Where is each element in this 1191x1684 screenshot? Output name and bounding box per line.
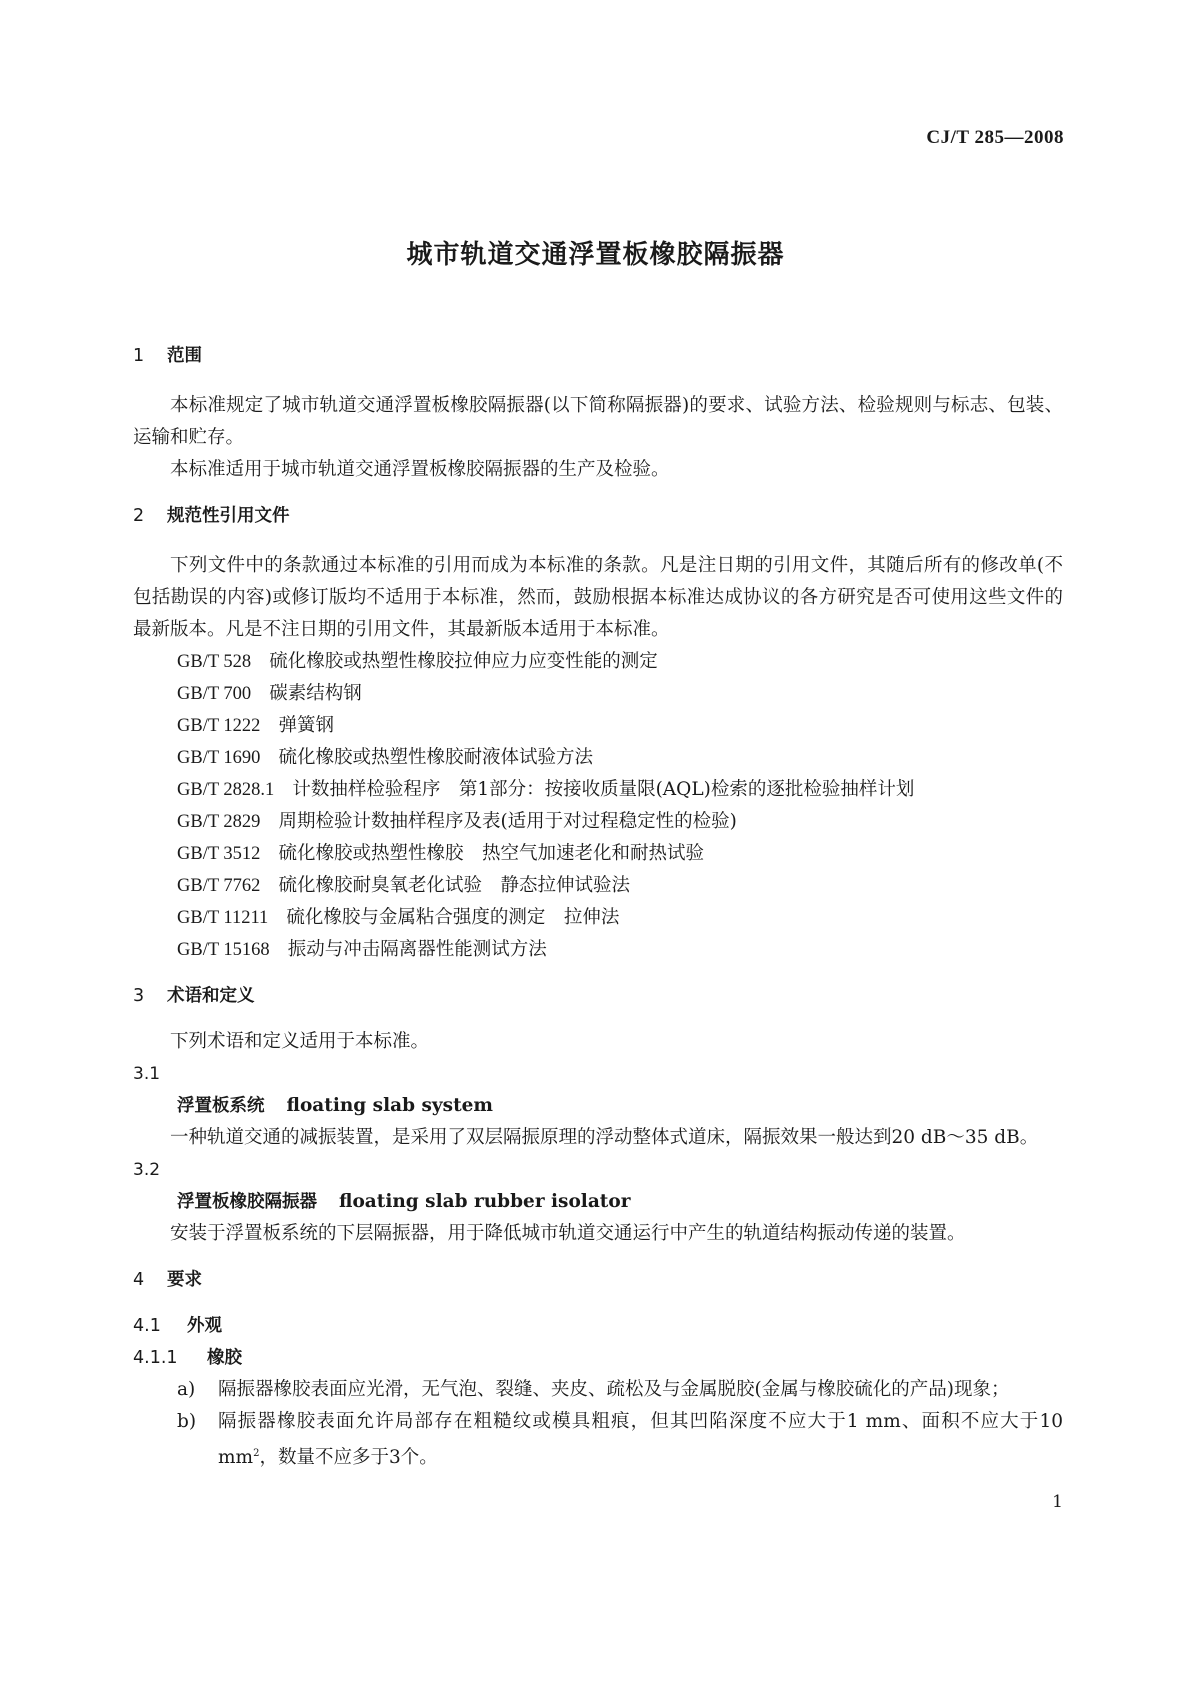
term-heading (133, 1186, 1063, 1218)
section-title: 范围 (167, 346, 202, 366)
scope-paragraph-2: 本标准适用于城市轨道交通浮置板橡胶隔振器的生产及检验。 (170, 459, 670, 480)
reference-item (133, 710, 1063, 742)
reference-title: 硫化橡胶或热塑性橡胶 热空气加速老化和耐热试验 (278, 843, 704, 864)
reference-item (133, 806, 1063, 838)
section-title: 术语和定义 (167, 986, 255, 1006)
section-1-heading (133, 340, 1063, 372)
reference-title: 计数抽样检验程序 第1部分：按接收质量限(AQL)检索的逐批检验抽样计划 (292, 779, 915, 800)
reference-title: 振动与冲击隔离器性能测试方法 (287, 939, 547, 960)
item-marker: b) (177, 1411, 197, 1432)
item-text-end: ，数量不应多于3个。 (259, 1447, 438, 1469)
term-zh: 浮置板橡胶隔振器 (177, 1192, 317, 1212)
reference-title: 硫化橡胶耐臭氧老化试验 静态拉伸试验法 (278, 875, 630, 896)
superscript: 2 (253, 1448, 260, 1459)
reference-title: 硫化橡胶或热塑性橡胶拉伸应力应变性能的测定 (269, 651, 658, 672)
standard-code: CJ/T 285—2008 (926, 127, 1064, 148)
requirement-item-a (133, 1374, 1063, 1406)
section-title: 要求 (167, 1270, 202, 1290)
reference-list (133, 646, 1063, 966)
subsection-number: 4.1 (133, 1316, 161, 1336)
document-title: 城市轨道交通浮置板橡胶隔振器 (406, 240, 785, 270)
reference-code: GB/T 700 (177, 684, 252, 704)
term-definition: 一种轨道交通的减振装置，是采用了双层隔振原理的浮动整体式道床，隔振效果一般达到20 dB～35 dB。 (170, 1127, 1039, 1148)
reference-item (133, 902, 1063, 934)
reference-item (133, 646, 1063, 678)
term-en: floating slab system (286, 1095, 493, 1116)
section-number: 3 (133, 986, 145, 1006)
reference-code: GB/T 528 (177, 652, 252, 672)
section-number: 4 (133, 1270, 145, 1290)
subsection-4-1-1-heading (133, 1342, 1063, 1374)
reference-title: 硫化橡胶与金属粘合强度的测定 拉伸法 (286, 907, 620, 928)
reference-title: 周期检验计数抽样程序及表(适用于对过程稳定性的检验) (278, 811, 737, 832)
document-body (133, 340, 1063, 1474)
term-zh: 浮置板系统 (177, 1096, 265, 1116)
section-number: 2 (133, 506, 145, 526)
term-definition: 安装于浮置板系统的下层隔振器，用于降低城市轨道交通运行中产生的轨道结构振动传递的装置。 (170, 1223, 966, 1244)
section-title: 规范性引用文件 (167, 506, 290, 526)
section-3-heading (133, 980, 1063, 1012)
item-text: 隔振器橡胶表面应光滑，无气泡、裂缝、夹皮、疏松及与金属脱胶(金属与橡胶硫化的产品)现象； (218, 1379, 1010, 1400)
item-marker: a) (177, 1379, 196, 1400)
terms-intro: 下列术语和定义适用于本标准。 (170, 1031, 430, 1052)
reference-code: GB/T 1690 (177, 748, 261, 768)
reference-item (133, 838, 1063, 870)
item-text: 隔振器橡胶表面允许局部存在粗糙纹或模具粗痕，但其凹陷深度不应大于1 mm、面积不应大于10 mm (218, 1411, 1063, 1469)
subsection-title: 橡胶 (207, 1348, 242, 1368)
reference-item (133, 934, 1063, 966)
reference-title: 硫化橡胶或热塑性橡胶耐液体试验方法 (278, 747, 593, 768)
section-4-heading (133, 1264, 1063, 1296)
reference-code: GB/T 3512 (177, 844, 261, 864)
reference-title: 碳素结构钢 (269, 683, 362, 704)
subsection-4-1-heading (133, 1310, 1063, 1342)
reference-item (133, 774, 1063, 806)
reference-item (133, 742, 1063, 774)
reference-code: GB/T 1222 (177, 716, 261, 736)
scope-paragraph-1: 本标准规定了城市轨道交通浮置板橡胶隔振器(以下简称隔振器)的要求、试验方法、检验规则与标志、包装、运输和贮存。 (133, 395, 1063, 448)
reference-code: GB/T 7762 (177, 876, 261, 896)
references-intro: 下列文件中的条款通过本标准的引用而成为本标准的条款。凡是注日期的引用文件，其随后所有的修改单(不包括勘误的内容)或修订版均不适用于本标准，然而，鼓励根据本标准达成协议的各方研究是否可使用这些文件的最新版本。凡是不注日期的引用文件，其最新版本适用于本标准。 (133, 555, 1063, 640)
term-heading (133, 1090, 1063, 1122)
reference-item (133, 870, 1063, 902)
reference-code: GB/T 15168 (177, 940, 270, 960)
reference-code: GB/T 2829 (177, 812, 261, 832)
reference-code: GB/T 11211 (177, 908, 269, 928)
page-number: 1 (1052, 1492, 1063, 1512)
reference-code: GB/T 2828.1 (177, 780, 275, 800)
subsection-title: 外观 (187, 1316, 222, 1336)
reference-item (133, 678, 1063, 710)
requirement-item-b (133, 1406, 1063, 1474)
subsection-number: 4.1.1 (133, 1348, 178, 1368)
term-en: floating slab rubber isolator (339, 1191, 631, 1212)
term-number: 3.2 (133, 1160, 161, 1180)
section-2-heading (133, 500, 1063, 532)
section-number: 1 (133, 346, 145, 366)
reference-title: 弹簧钢 (278, 715, 334, 736)
term-number: 3.1 (133, 1064, 161, 1084)
